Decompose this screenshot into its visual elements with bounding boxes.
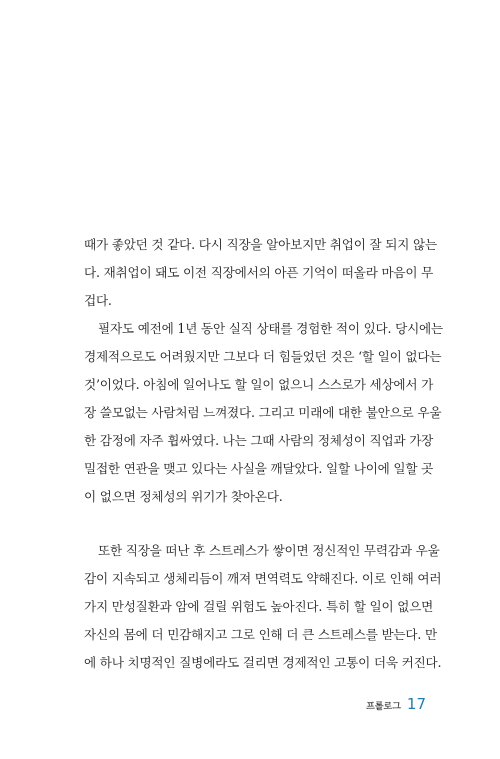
text-line: 경제적으로도 어려웠지만 그보다 더 힘들었던 것은 ‘할 일이 없다는 bbox=[84, 349, 442, 364]
text-line: 이 없으면 정체성의 위기가 찾아온다. bbox=[84, 489, 283, 504]
text-line: 또한 직장을 떠난 후 스트레스가 쌓이면 정신적인 무력감과 우울 bbox=[98, 543, 440, 558]
text-line: 가지 만성질환과 암에 걸릴 위험도 높아진다. 특히 할 일이 없으면 bbox=[84, 599, 434, 614]
text-line: 감이 지속되고 생체리듬이 깨져 면역력도 약해진다. 이로 인해 여러 bbox=[84, 571, 442, 586]
text-line: 한 감정에 자주 휩싸였다. 나는 그때 사람의 정체성이 직업과 가장 bbox=[84, 433, 434, 448]
text-line: 에 하나 치명적인 질병에라도 걸리면 경제적인 고통이 더욱 커진다. bbox=[84, 655, 442, 670]
text-line: 다. 재취업이 돼도 이전 직장에서의 아픈 기억이 떠올라 마음이 무 bbox=[84, 265, 434, 280]
text-line: 밀접한 연관을 맺고 있다는 사실을 깨달았다. 일할 나이에 일할 곳 bbox=[84, 461, 434, 476]
text-line: 것’이었다. 아침에 일어나도 할 일이 없으니 스스로가 세상에서 가 bbox=[84, 377, 434, 392]
text-line: 겁다. bbox=[84, 293, 112, 308]
text-line: 때가 좋았던 것 같다. 다시 직장을 알아보지만 취업이 잘 되지 않는 bbox=[84, 237, 437, 252]
text-line: 장 쓸모없는 사람처럼 느껴졌다. 그리고 미래에 대한 불안으로 우울 bbox=[84, 405, 442, 420]
text-line: 자신의 몸에 더 민감해지고 그로 인해 더 큰 스트레스를 받는다. 만 bbox=[84, 627, 437, 642]
page-footer bbox=[366, 695, 426, 713]
section-label: 프롤로그 bbox=[366, 702, 401, 712]
page-number: 17 bbox=[406, 695, 426, 713]
text-line: 필자도 예전에 1년 동안 실직 상태를 경험한 적이 있다. 당시에는 bbox=[98, 321, 443, 336]
